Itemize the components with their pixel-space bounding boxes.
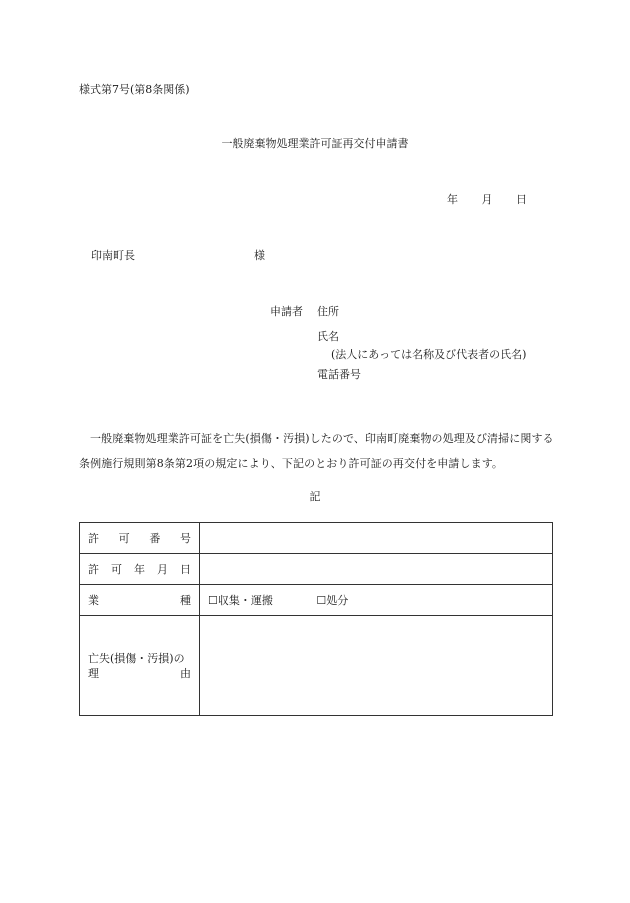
permit-date-label-char: 可 xyxy=(111,563,122,576)
permit-number-label-char: 可 xyxy=(118,532,130,545)
application-statement: 一般廃棄物処理業許可証を亡失(損傷・汚損)したので、印南町廃棄物の処理及び清掃に関する条例施行規則第8条第2項の規定により、下記のとおり許可証の再交付を申請します。 xyxy=(79,432,554,470)
business-type-options xyxy=(200,585,553,616)
permit-date-field[interactable] xyxy=(200,554,553,585)
document-title: 一般廃棄物処理業許可証再交付申請書 xyxy=(221,137,409,150)
application-table xyxy=(79,522,553,716)
permit-number-field[interactable] xyxy=(200,523,553,554)
phone-label: 電話番号 xyxy=(317,368,361,381)
permit-number-label-char: 番 xyxy=(149,532,161,545)
checkbox-disposal[interactable]: ☐処分 xyxy=(316,594,349,607)
ki-heading: 記 xyxy=(309,490,321,503)
reason-label-line1: 亡失(損傷・汚損)の xyxy=(88,651,185,665)
form-number: 様式第7号(第8条関係) xyxy=(79,83,190,96)
date-year: 年 xyxy=(447,193,458,206)
table-row-permit-number xyxy=(80,523,553,554)
date-day: 日 xyxy=(516,193,527,206)
reason-label xyxy=(80,616,200,716)
address-label: 住所 xyxy=(317,305,339,318)
table-row-reason xyxy=(80,616,553,716)
permit-date-label xyxy=(80,554,200,585)
business-type-label xyxy=(80,585,200,616)
permit-date-label-char: 許 xyxy=(88,563,99,576)
reason-label-char: 由 xyxy=(180,666,191,680)
date-month: 月 xyxy=(481,193,493,206)
reason-label-char: 理 xyxy=(88,666,99,680)
honorific: 様 xyxy=(254,249,265,262)
permit-number-label-char: 許 xyxy=(88,532,99,545)
date-line xyxy=(447,193,527,206)
permit-number-label xyxy=(80,523,200,554)
addressee: 印南町長 xyxy=(91,249,135,262)
permit-date-label-char: 月 xyxy=(157,563,168,576)
business-type-label-char: 業 xyxy=(88,594,99,607)
business-type-label-char: 種 xyxy=(180,594,191,607)
applicant-label: 申請者 xyxy=(270,305,303,318)
name-note: (法人にあっては名称及び代表者の氏名) xyxy=(331,348,527,361)
permit-date-label-char: 年 xyxy=(134,563,145,576)
permit-date-label-char: 日 xyxy=(180,563,191,576)
checkbox-collection-transport[interactable]: ☐収集・運搬 xyxy=(208,594,273,607)
permit-number-label-char: 号 xyxy=(179,532,191,545)
table-row-permit-date xyxy=(80,554,553,585)
reason-field[interactable] xyxy=(200,616,553,716)
table-row-business-type xyxy=(80,585,553,616)
name-label: 氏名 xyxy=(317,330,339,343)
